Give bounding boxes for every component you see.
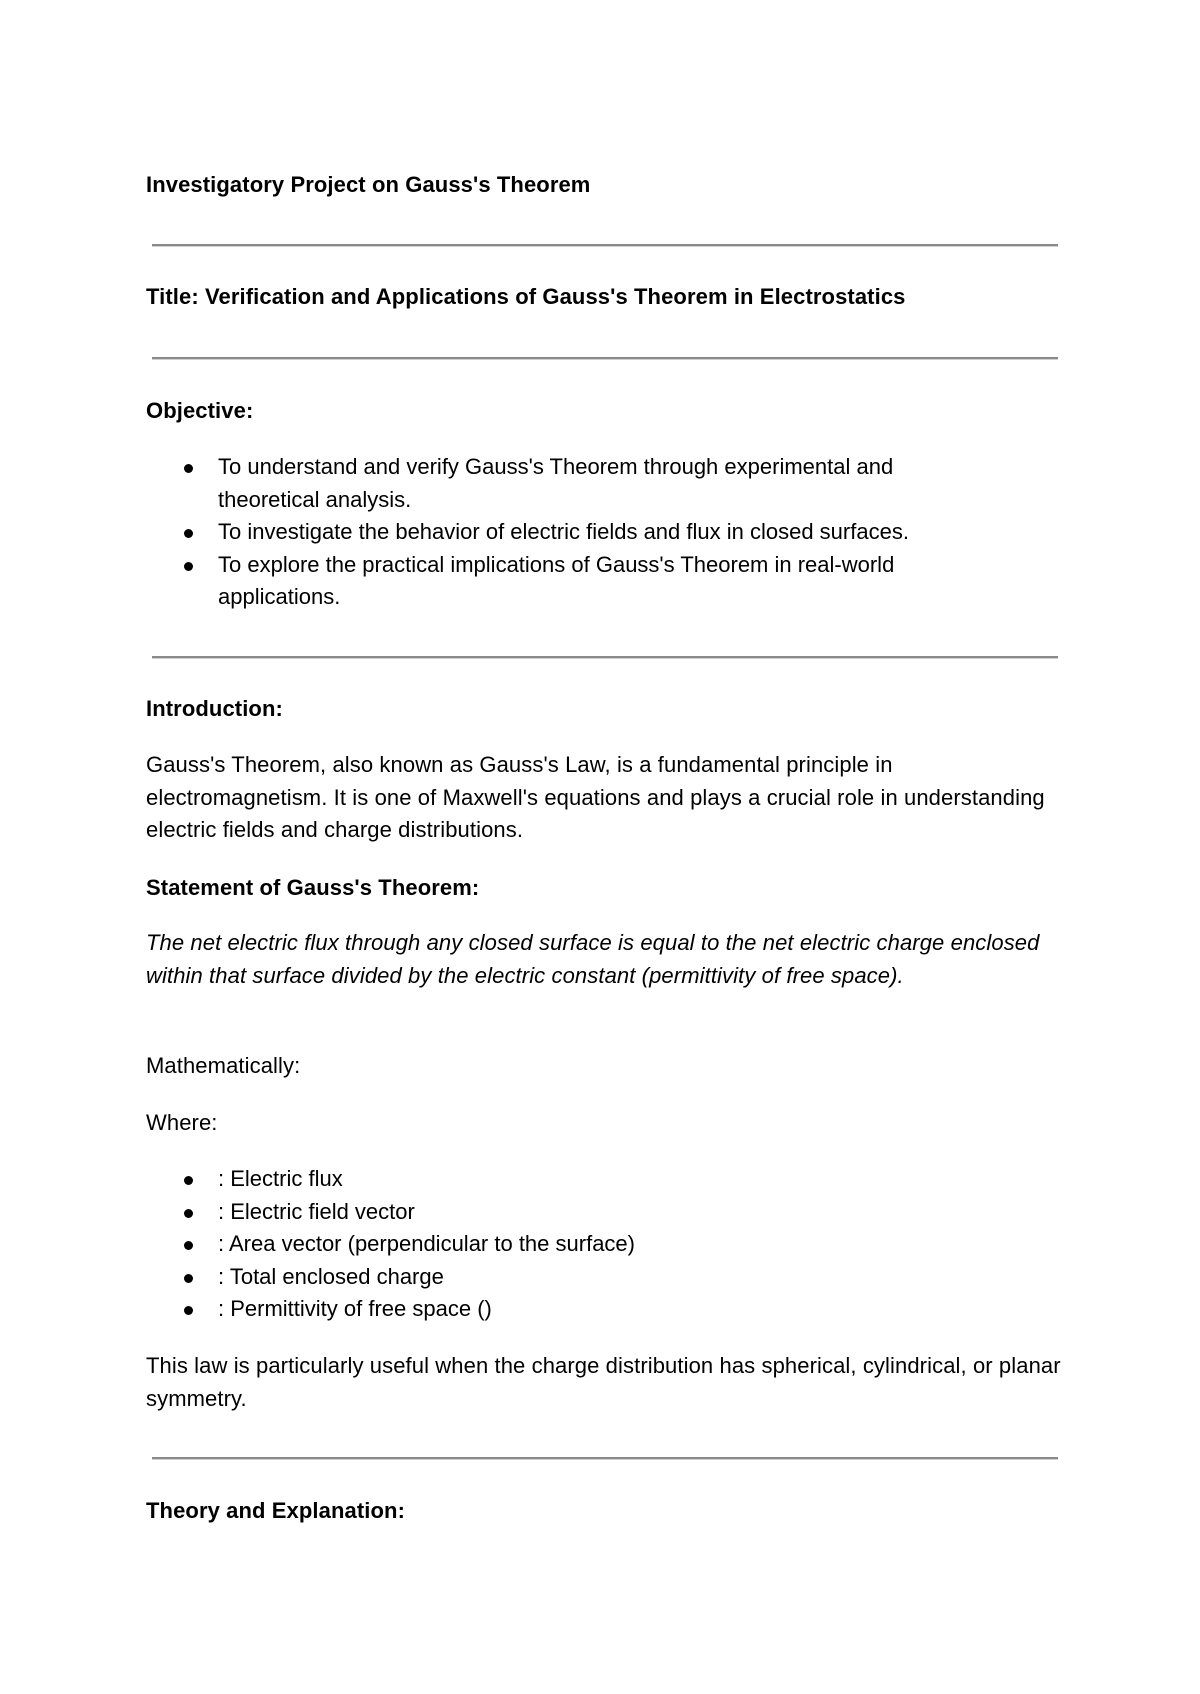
theory-heading: Theory and Explanation: <box>146 1498 405 1523</box>
list-item-text: To investigate the behavior of electric fields and flux in closed surfaces. <box>218 519 909 544</box>
bullet-icon <box>184 1274 193 1283</box>
bullet-icon <box>184 464 193 473</box>
bullet-icon <box>184 529 193 538</box>
mathematically-label: Mathematically: <box>146 1053 301 1078</box>
bullet-icon <box>184 562 193 571</box>
list-item-text: : Total enclosed charge <box>218 1263 444 1289</box>
list-item <box>146 1228 1046 1261</box>
list-item <box>146 451 986 516</box>
objective-heading: Objective: <box>146 398 254 423</box>
horizontal-divider <box>152 656 1058 659</box>
list-item <box>146 516 986 549</box>
document-heading: Investigatory Project on Gauss's Theorem <box>146 172 591 197</box>
list-item <box>146 1196 1046 1229</box>
list-item <box>146 1163 1046 1196</box>
introduction-paragraph: Gauss's Theorem, also known as Gauss's Law, is a fundamental principle in electromagnetism. It is one of Maxwell's equations and plays a crucial role in understanding electric fields and charge distributions. <box>146 752 1045 842</box>
introduction-heading: Introduction: <box>146 696 283 721</box>
definitions-list <box>146 1163 1046 1326</box>
horizontal-divider <box>152 244 1058 247</box>
list-item <box>146 1261 1046 1294</box>
list-item-text: : Electric flux <box>218 1166 343 1191</box>
list-item-text: To understand and verify Gauss's Theorem through experimental and theoretical analysis. <box>218 454 894 512</box>
bullet-icon <box>184 1209 193 1218</box>
list-item <box>146 1293 1046 1326</box>
bullet-icon <box>184 1241 193 1250</box>
statement-text: The net electric flux through any closed surface is equal to the net electric charge enclosed within that surface divided by the electric constant (permittivity of free space). <box>146 930 1040 988</box>
bullet-icon <box>184 1306 193 1315</box>
symmetry-note: This law is particularly useful when the charge distribution has spherical, cylindrical, or planar symmetry. <box>146 1353 1061 1411</box>
objective-list <box>146 451 986 614</box>
list-item-text: : Area vector (perpendicular to the surface) <box>218 1231 635 1256</box>
horizontal-divider <box>152 1457 1058 1460</box>
list-item-text: : Electric field vector <box>218 1198 415 1224</box>
horizontal-divider <box>152 357 1058 360</box>
where-label: Where: <box>146 1110 218 1135</box>
list-item-text: : Permittivity of free space () <box>218 1296 492 1321</box>
list-item-text: To explore the practical implications of Gauss's Theorem in real-world applications. <box>218 551 895 609</box>
document-title: Title: Verification and Applications of Gauss's Theorem in Electrostatics <box>146 284 906 309</box>
list-item <box>146 549 986 614</box>
statement-heading: Statement of Gauss's Theorem: <box>146 875 480 900</box>
bullet-icon <box>184 1176 193 1185</box>
